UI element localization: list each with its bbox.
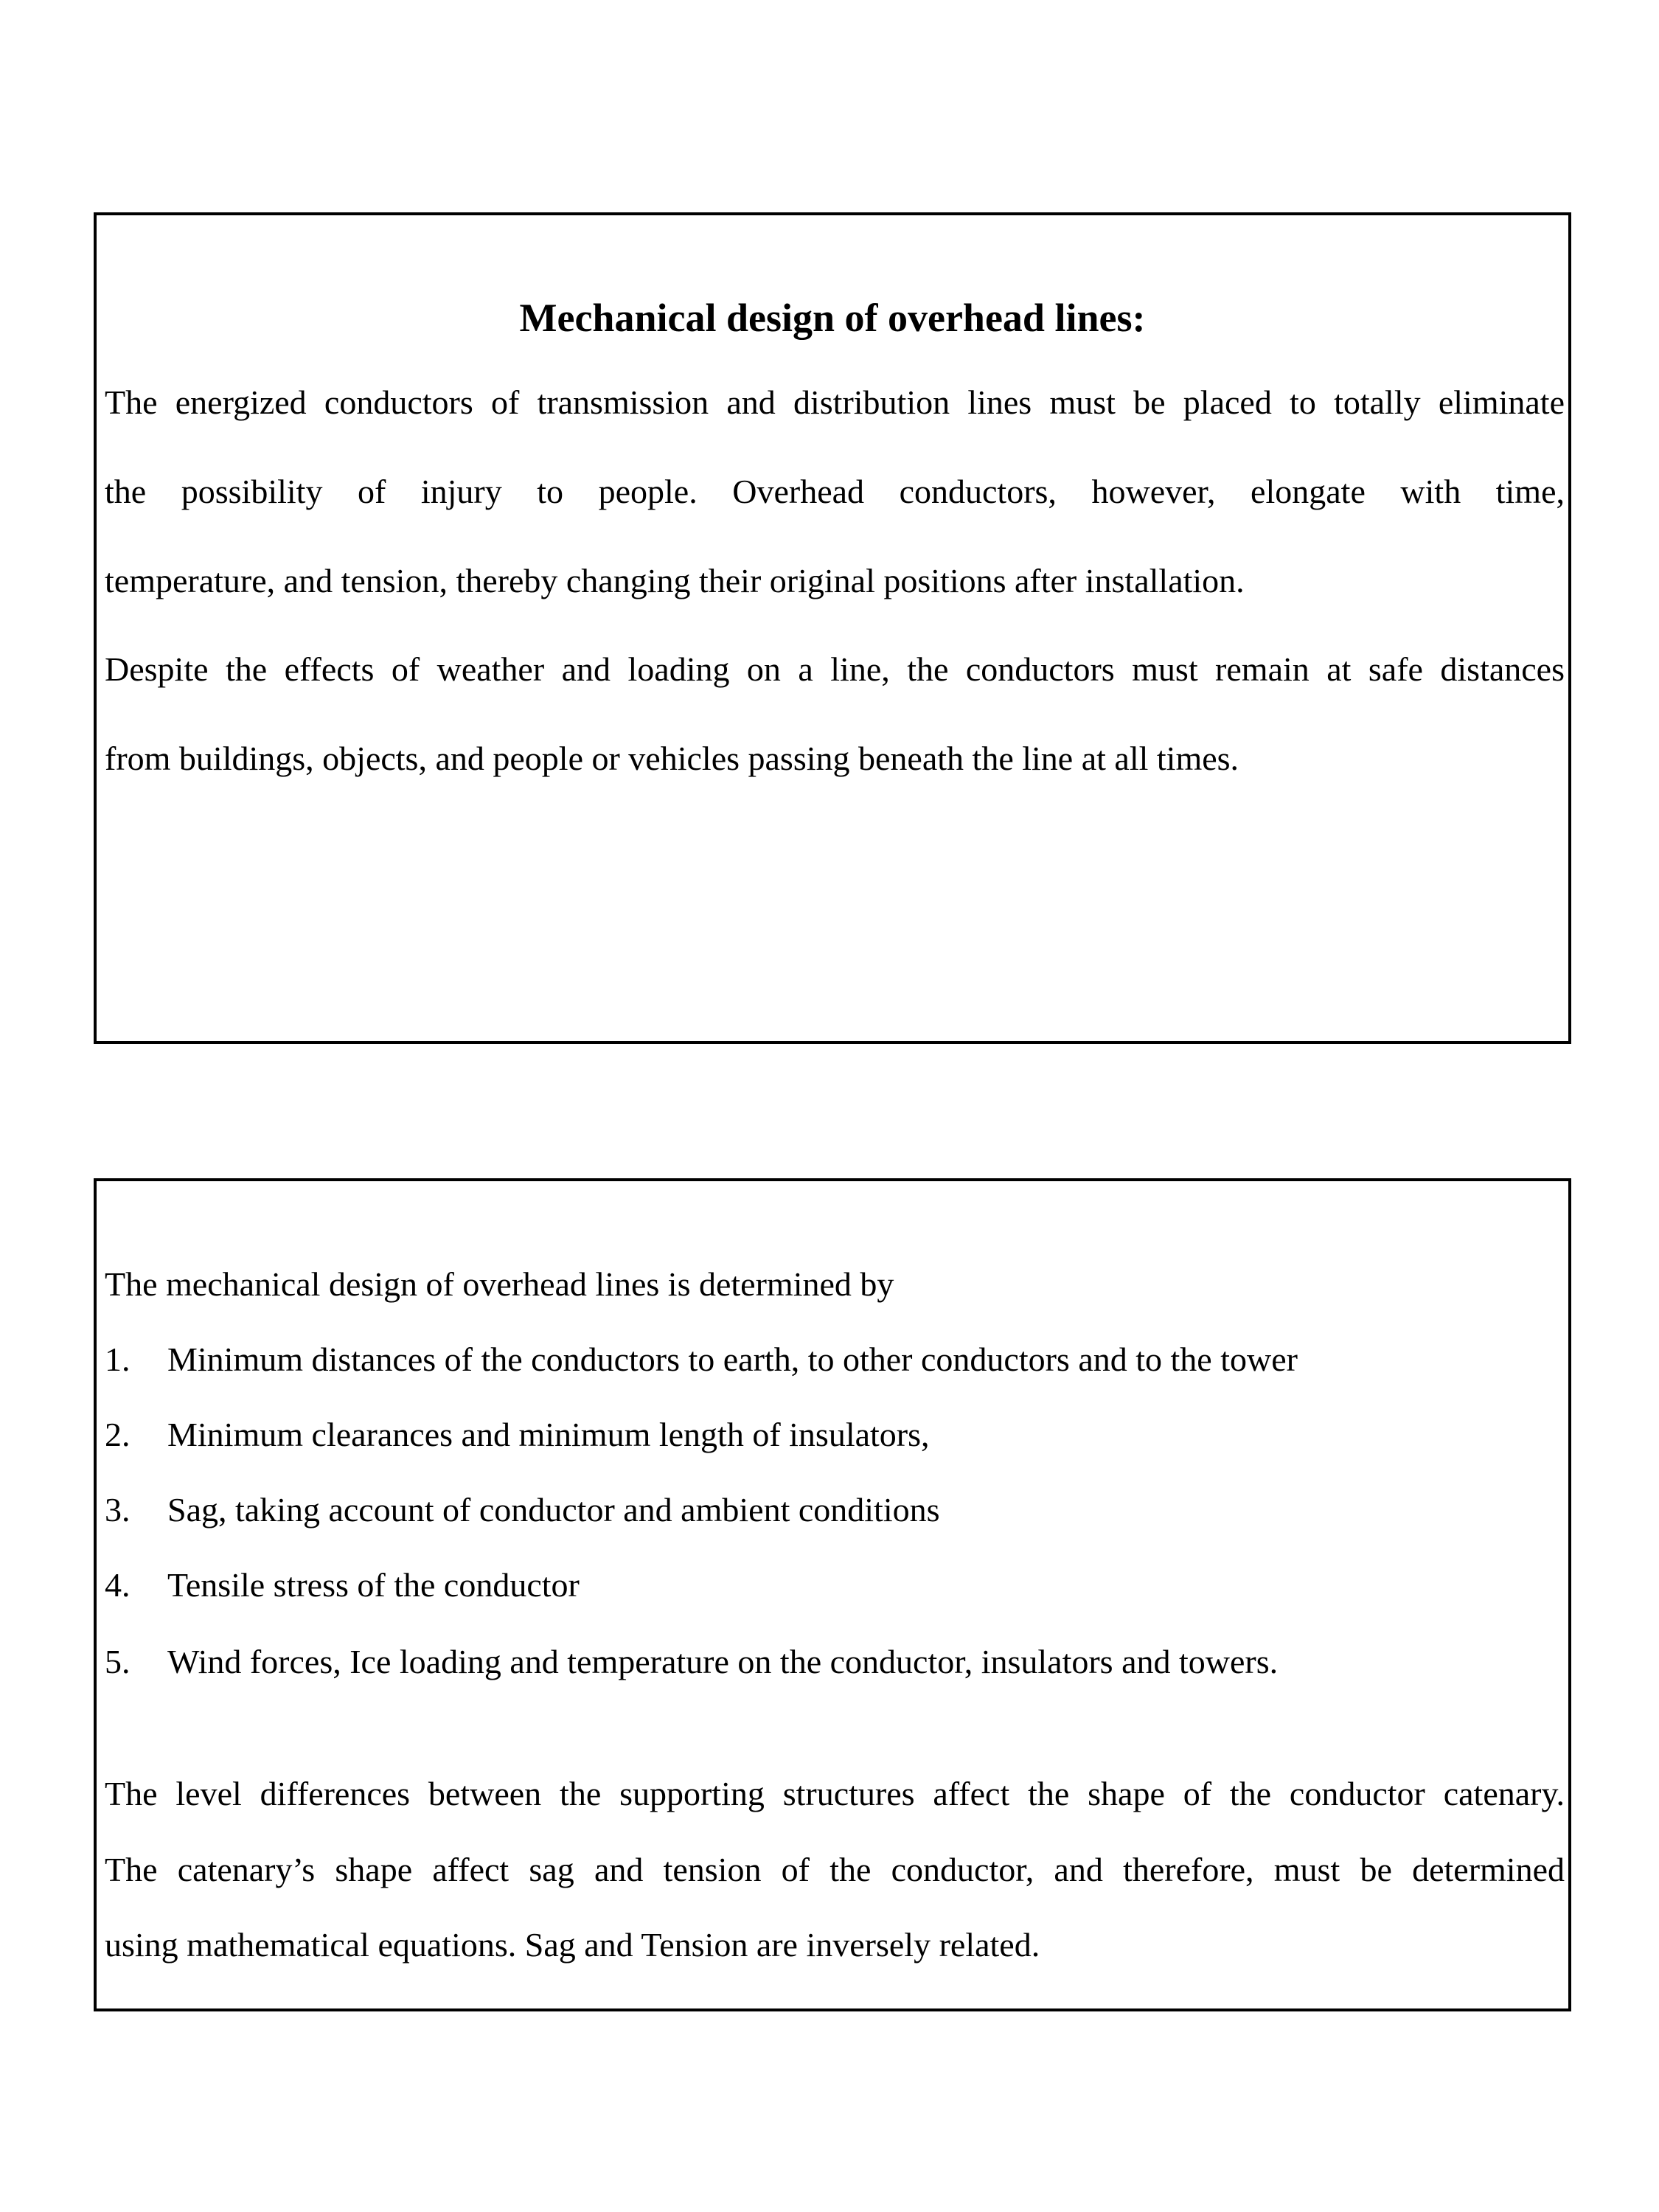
paragraph-line: The energized conductors of transmission and distribution lines must be placed to totally eliminate bbox=[105, 383, 1565, 421]
paragraph-line: using mathematical equations. Sag and Tension are inversely related. bbox=[105, 1926, 1040, 1964]
paragraph-line: the possibility of injury to people. Overhead conductors, however, elongate with time, bbox=[105, 473, 1565, 510]
list-number: 3. bbox=[105, 1491, 131, 1528]
list-number: 2. bbox=[105, 1416, 131, 1453]
list-number: 1. bbox=[105, 1340, 131, 1378]
paragraph-line: temperature, and tension, thereby changing their original positions after installation. bbox=[105, 562, 1245, 599]
paragraph-line: from buildings, objects, and people or vehicles passing beneath the line at all times. bbox=[105, 740, 1239, 777]
list-number: 4. bbox=[105, 1566, 131, 1604]
paragraph-line: The level differences between the supporting structures affect the shape of the conductor catenary. bbox=[105, 1775, 1565, 1812]
paragraph-line: The catenary’s shape affect sag and tension of the conductor, and therefore, must be determined bbox=[105, 1851, 1565, 1888]
section-title: Mechanical design of overhead lines: bbox=[519, 296, 1146, 340]
list-item: Sag, taking account of conductor and ambient conditions bbox=[167, 1491, 940, 1528]
list-item: Wind forces, Ice loading and temperature on the conductor, insulators and towers. bbox=[167, 1643, 1279, 1680]
list-item: Tensile stress of the conductor bbox=[167, 1566, 580, 1604]
list-number: 5. bbox=[105, 1643, 131, 1680]
list-intro: The mechanical design of overhead lines is determined by bbox=[105, 1265, 894, 1303]
list-item: Minimum clearances and minimum length of insulators, bbox=[167, 1416, 930, 1453]
paragraph-line: Despite the effects of weather and loading on a line, the conductors must remain at safe distances bbox=[105, 650, 1565, 688]
list-item: Minimum distances of the conductors to earth, to other conductors and to the tower bbox=[167, 1340, 1298, 1378]
